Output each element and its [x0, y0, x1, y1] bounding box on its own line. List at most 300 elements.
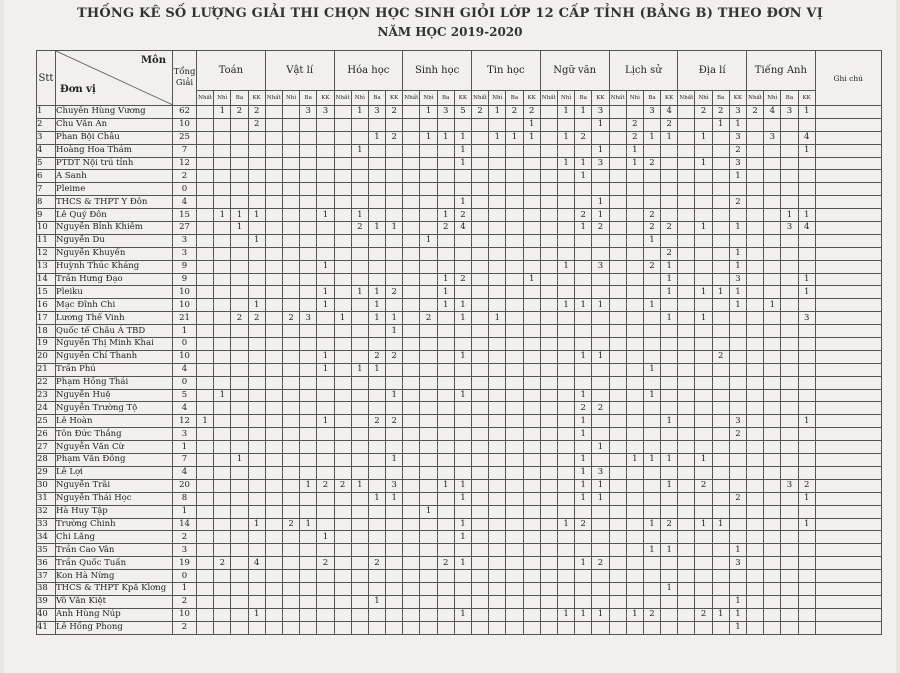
prize-cell: 2 [386, 350, 403, 363]
prize-cell: 1 [712, 608, 729, 621]
prize-cell: 1 [712, 118, 729, 131]
prize-cell [197, 106, 214, 119]
prize-cell [472, 376, 489, 389]
prize-cell: 2 [437, 557, 454, 570]
prize-cell [454, 170, 471, 183]
prize-cell [472, 157, 489, 170]
prize-cell [781, 518, 798, 531]
prize-cell: 4 [764, 106, 781, 119]
row-stt: 12 [37, 247, 56, 260]
prize-cell [678, 454, 695, 467]
prize-cell [764, 595, 781, 608]
prize-cell [609, 273, 626, 286]
prize-cell [609, 595, 626, 608]
school-name: Pleime [56, 183, 173, 196]
prize-cell [368, 428, 385, 441]
prize-cell: 1 [764, 299, 781, 312]
prize-cell [351, 570, 368, 583]
note-cell [815, 144, 881, 157]
prize-cell [265, 144, 282, 157]
prize-cell [609, 376, 626, 389]
prize-cell: 1 [575, 466, 592, 479]
prize-cell [661, 183, 678, 196]
prize-cell: 3 [781, 106, 798, 119]
prize-cell: 4 [798, 222, 815, 235]
prize-cell: 2 [214, 557, 231, 570]
prize-cell [557, 582, 574, 595]
prize-cell: 1 [231, 209, 248, 222]
note-cell [815, 415, 881, 428]
prize-cell [540, 157, 557, 170]
school-name: Chu Văn An [56, 118, 173, 131]
prize-cell [540, 621, 557, 634]
prize-cell: 2 [248, 106, 265, 119]
prize-cell [368, 209, 385, 222]
prize-cell [781, 234, 798, 247]
prize-cell [695, 144, 712, 157]
prize-cell: 4 [798, 131, 815, 144]
prize-cell [626, 350, 643, 363]
prize-cell [334, 608, 351, 621]
prize-cell [300, 557, 317, 570]
prize-total: 25 [173, 131, 197, 144]
prize-cell [403, 338, 420, 351]
prize-cell [403, 608, 420, 621]
school-name: Phạm Hồng Thái [56, 376, 173, 389]
prize-cell [695, 273, 712, 286]
prize-level-header: Nhì [351, 91, 368, 106]
prize-cell [403, 196, 420, 209]
prize-cell [592, 428, 609, 441]
prize-cell [248, 183, 265, 196]
prize-cell [695, 363, 712, 376]
prize-cell [489, 544, 506, 557]
prize-cell [747, 518, 764, 531]
prize-cell [214, 170, 231, 183]
prize-cell [300, 466, 317, 479]
prize-cell [472, 325, 489, 338]
prize-cell [437, 466, 454, 479]
prize-cell [798, 325, 815, 338]
school-name: Lê Lợi [56, 466, 173, 479]
prize-cell [403, 312, 420, 325]
prize-cell [747, 492, 764, 505]
prize-cell [437, 338, 454, 351]
prize-cell [265, 415, 282, 428]
prize-cell: 1 [454, 608, 471, 621]
prize-cell [214, 338, 231, 351]
prize-cell [523, 234, 540, 247]
prize-cell: 1 [729, 247, 746, 260]
prize-cell [265, 363, 282, 376]
prize-cell [643, 441, 660, 454]
prize-cell [781, 544, 798, 557]
prize-cell [472, 312, 489, 325]
prize-level-header: Nhì [282, 91, 299, 106]
prize-cell [420, 286, 437, 299]
table-row [37, 389, 882, 402]
prize-cell [609, 466, 626, 479]
prize-cell [523, 260, 540, 273]
prize-cell [282, 402, 299, 415]
prize-cell [781, 299, 798, 312]
prize-cell [506, 389, 523, 402]
note-cell [815, 428, 881, 441]
row-stt: 15 [37, 286, 56, 299]
prize-cell [609, 118, 626, 131]
prize-cell [351, 402, 368, 415]
prize-cell [489, 144, 506, 157]
prize-cell [609, 544, 626, 557]
prize-cell [368, 621, 385, 634]
prize-cell [197, 531, 214, 544]
prize-cell: 1 [386, 312, 403, 325]
prize-cell [334, 209, 351, 222]
row-stt: 3 [37, 131, 56, 144]
prize-cell [472, 196, 489, 209]
school-name: Nguyễn Chí Thanh [56, 350, 173, 363]
prize-cell [592, 454, 609, 467]
prize-cell [197, 389, 214, 402]
prize-cell [265, 466, 282, 479]
table-row [37, 338, 882, 351]
prize-cell [472, 415, 489, 428]
prize-cell [557, 505, 574, 518]
table-row [37, 557, 882, 570]
prize-cell [489, 454, 506, 467]
prize-cell [506, 570, 523, 583]
prize-cell [197, 621, 214, 634]
prize-cell [523, 505, 540, 518]
prize-cell [747, 363, 764, 376]
prize-cell: 1 [557, 299, 574, 312]
prize-cell [231, 131, 248, 144]
prize-cell: 1 [317, 299, 334, 312]
prize-cell: 4 [248, 557, 265, 570]
prize-cell [643, 376, 660, 389]
prize-cell [489, 196, 506, 209]
prize-cell [265, 492, 282, 505]
prize-total: 10 [173, 286, 197, 299]
prize-cell [661, 428, 678, 441]
page-title: THỐNG KÊ SỐ LƯỢNG GIẢI THI CHỌN HỌC SINH GIỎI LỚP 12 CẤP TỈNH (BẢNG B) THEO ĐƠN VỊ [77, 6, 823, 21]
prize-cell [197, 505, 214, 518]
note-cell [815, 376, 881, 389]
prize-level-header: Ba [368, 91, 385, 106]
subject-header: Sinh học [403, 51, 472, 91]
prize-cell: 1 [454, 131, 471, 144]
prize-cell: 3 [729, 106, 746, 119]
prize-cell [798, 118, 815, 131]
prize-cell [506, 144, 523, 157]
prize-level-header: Nhất [747, 91, 764, 106]
prize-cell [437, 621, 454, 634]
prize-cell [557, 338, 574, 351]
prize-cell [506, 325, 523, 338]
prize-cell [386, 557, 403, 570]
prize-total: 2 [173, 621, 197, 634]
prize-cell: 3 [592, 466, 609, 479]
prize-cell [609, 260, 626, 273]
table-row [37, 234, 882, 247]
prize-cell: 2 [575, 131, 592, 144]
prize-cell [643, 247, 660, 260]
prize-cell [403, 273, 420, 286]
prize-cell [798, 389, 815, 402]
row-stt: 9 [37, 209, 56, 222]
prize-cell [368, 196, 385, 209]
prize-cell [351, 505, 368, 518]
prize-cell [592, 131, 609, 144]
prize-cell [317, 325, 334, 338]
prize-cell [626, 570, 643, 583]
prize-cell [764, 170, 781, 183]
prize-cell [420, 570, 437, 583]
prize-cell [609, 312, 626, 325]
prize-cell [798, 466, 815, 479]
prize-cell [489, 350, 506, 363]
prize-cell [540, 325, 557, 338]
prize-cell [386, 209, 403, 222]
prize-cell [300, 338, 317, 351]
table-row [37, 196, 882, 209]
prize-cell [540, 209, 557, 222]
prize-cell [523, 441, 540, 454]
prize-cell [592, 170, 609, 183]
prize-cell [282, 247, 299, 260]
prize-cell [523, 518, 540, 531]
prize-cell [231, 531, 248, 544]
prize-total: 27 [173, 222, 197, 235]
prize-cell [609, 492, 626, 505]
prize-cell [300, 492, 317, 505]
prize-cell [729, 350, 746, 363]
prize-cell: 1 [575, 350, 592, 363]
prize-cell: 1 [729, 170, 746, 183]
prize-cell [403, 144, 420, 157]
prize-cell [575, 325, 592, 338]
prize-cell [265, 454, 282, 467]
prize-cell [626, 299, 643, 312]
prize-cell [214, 325, 231, 338]
prize-cell [300, 389, 317, 402]
prize-cell [300, 131, 317, 144]
table-row [37, 222, 882, 235]
prize-cell [643, 118, 660, 131]
prize-cell [386, 363, 403, 376]
prize-cell [609, 531, 626, 544]
prize-total: 19 [173, 557, 197, 570]
prize-cell [712, 144, 729, 157]
prize-cell [214, 273, 231, 286]
prize-total: 0 [173, 376, 197, 389]
prize-cell [231, 428, 248, 441]
prize-cell: 1 [575, 557, 592, 570]
prize-total: 3 [173, 247, 197, 260]
prize-cell [197, 363, 214, 376]
note-cell [815, 183, 881, 196]
prize-cell [334, 118, 351, 131]
prize-cell [764, 363, 781, 376]
prize-cell [197, 247, 214, 260]
school-name: Hà Huy Tập [56, 505, 173, 518]
prize-cell [609, 454, 626, 467]
prize-cell [523, 389, 540, 402]
prize-cell [592, 376, 609, 389]
prize-cell [472, 428, 489, 441]
prize-cell [747, 582, 764, 595]
prize-cell [747, 247, 764, 260]
prize-cell [248, 350, 265, 363]
prize-cell [214, 196, 231, 209]
prize-cell [334, 260, 351, 273]
prize-cell [472, 570, 489, 583]
prize-cell [489, 170, 506, 183]
prize-cell [661, 402, 678, 415]
note-cell [815, 131, 881, 144]
prize-cell: 2 [334, 479, 351, 492]
prize-cell [197, 454, 214, 467]
prize-cell [540, 557, 557, 570]
header-ghi-chu: Ghi chú [815, 51, 881, 106]
prize-cell [781, 570, 798, 583]
prize-cell [231, 608, 248, 621]
prize-cell [403, 286, 420, 299]
prize-cell: 1 [368, 363, 385, 376]
table-row [37, 299, 882, 312]
school-name: A Sanh [56, 170, 173, 183]
prize-cell [437, 350, 454, 363]
prize-cell: 1 [523, 118, 540, 131]
prize-cell [386, 428, 403, 441]
prize-cell [214, 183, 231, 196]
prize-cell [678, 118, 695, 131]
prize-cell: 1 [575, 389, 592, 402]
prize-cell [317, 466, 334, 479]
prize-cell: 1 [368, 131, 385, 144]
prize-cell [747, 441, 764, 454]
row-stt: 38 [37, 582, 56, 595]
row-stt: 10 [37, 222, 56, 235]
prize-cell [609, 157, 626, 170]
note-cell [815, 312, 881, 325]
prize-cell [575, 312, 592, 325]
prize-cell: 1 [712, 286, 729, 299]
prize-cell: 1 [643, 518, 660, 531]
prize-cell [747, 338, 764, 351]
table-row [37, 441, 882, 454]
prize-cell [575, 234, 592, 247]
prize-cell [334, 454, 351, 467]
prize-cell [764, 608, 781, 621]
prize-cell: 1 [506, 131, 523, 144]
prize-cell [781, 621, 798, 634]
prize-cell [764, 260, 781, 273]
prize-cell [300, 247, 317, 260]
prize-cell: 1 [454, 299, 471, 312]
prize-cell [592, 582, 609, 595]
prize-cell [678, 466, 695, 479]
prize-cell [489, 299, 506, 312]
prize-cell [489, 389, 506, 402]
prize-cell [300, 428, 317, 441]
prize-cell: 1 [643, 299, 660, 312]
prize-cell [454, 454, 471, 467]
prize-cell [437, 570, 454, 583]
prize-cell [334, 273, 351, 286]
prize-cell [781, 170, 798, 183]
prize-cell [334, 363, 351, 376]
note-cell [815, 466, 881, 479]
prize-cell [368, 273, 385, 286]
statistics-table [36, 50, 882, 635]
prize-cell [540, 479, 557, 492]
prize-cell: 1 [368, 299, 385, 312]
prize-cell [523, 209, 540, 222]
prize-cell [712, 531, 729, 544]
prize-cell [626, 595, 643, 608]
prize-cell [729, 454, 746, 467]
prize-cell [420, 247, 437, 260]
prize-cell [557, 441, 574, 454]
prize-cell [334, 106, 351, 119]
prize-total: 7 [173, 144, 197, 157]
prize-cell [489, 441, 506, 454]
prize-cell [317, 247, 334, 260]
school-name: Nguyễn Du [56, 234, 173, 247]
prize-cell [403, 582, 420, 595]
prize-cell: 1 [454, 350, 471, 363]
prize-cell: 1 [798, 144, 815, 157]
prize-cell: 2 [729, 196, 746, 209]
prize-cell [437, 376, 454, 389]
prize-cell [523, 325, 540, 338]
prize-cell [197, 118, 214, 131]
prize-cell [420, 363, 437, 376]
prize-cell [678, 260, 695, 273]
prize-cell: 1 [368, 312, 385, 325]
table-row [37, 518, 882, 531]
prize-cell [265, 118, 282, 131]
prize-cell [231, 441, 248, 454]
prize-cell [695, 570, 712, 583]
prize-cell [523, 608, 540, 621]
prize-total: 9 [173, 273, 197, 286]
prize-cell [575, 376, 592, 389]
note-cell [815, 531, 881, 544]
prize-cell [678, 131, 695, 144]
prize-cell [231, 183, 248, 196]
prize-cell [798, 350, 815, 363]
prize-cell [695, 557, 712, 570]
prize-cell [265, 428, 282, 441]
prize-cell [540, 608, 557, 621]
prize-cell [317, 608, 334, 621]
prize-cell [454, 247, 471, 260]
prize-cell [403, 350, 420, 363]
prize-cell [265, 312, 282, 325]
prize-cell [248, 389, 265, 402]
header-don-vi: Đơn vị [60, 84, 96, 95]
prize-cell [334, 441, 351, 454]
prize-cell [231, 544, 248, 557]
prize-cell [764, 479, 781, 492]
prize-cell [747, 118, 764, 131]
prize-cell [712, 299, 729, 312]
prize-cell [747, 196, 764, 209]
prize-cell [626, 260, 643, 273]
prize-cell [368, 466, 385, 479]
